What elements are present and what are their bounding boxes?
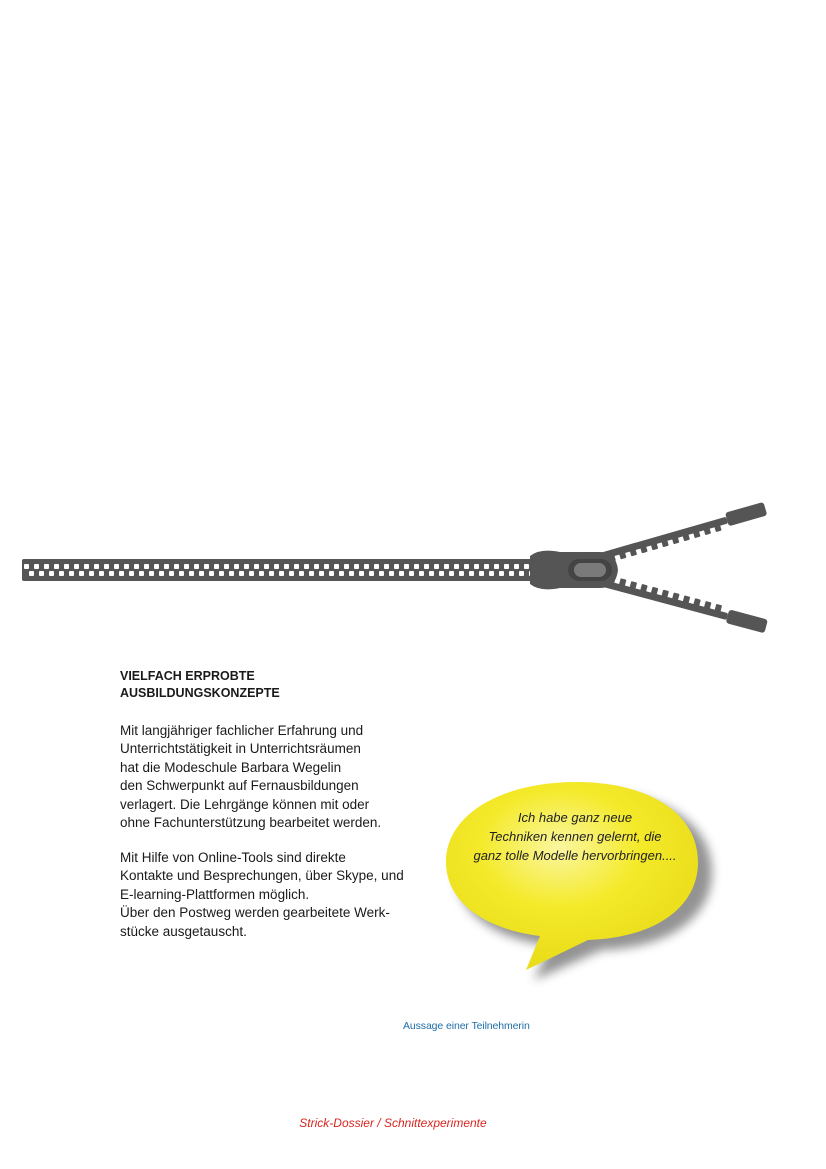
paragraph-line: ohne Fachunterstützung bearbeitet werden. bbox=[120, 815, 382, 831]
zipper-tooth bbox=[439, 571, 444, 576]
zipper-tooth bbox=[184, 564, 189, 569]
zipper-tooth bbox=[464, 564, 469, 569]
zipper-tooth bbox=[404, 564, 409, 569]
zipper-tooth bbox=[109, 571, 114, 576]
zipper-tooth bbox=[194, 564, 199, 569]
page-footer bbox=[0, 1116, 786, 1130]
zipper-tooth bbox=[449, 571, 454, 576]
zipper-tooth bbox=[524, 564, 529, 569]
zipper-tooth bbox=[329, 571, 334, 576]
zipper-tooth bbox=[169, 571, 174, 576]
zipper-tooth bbox=[209, 571, 214, 576]
quote-line: ganz tolle Modelle hervorbringen.... bbox=[473, 848, 677, 863]
zipper-tooth bbox=[114, 564, 119, 569]
zipper-tooth bbox=[74, 564, 79, 569]
zipper-tooth bbox=[119, 571, 124, 576]
zipper-tooth bbox=[174, 564, 179, 569]
zipper-tooth bbox=[479, 571, 484, 576]
intro-paragraph bbox=[120, 722, 440, 832]
zipper-tooth bbox=[429, 571, 434, 576]
zipper-tooth bbox=[349, 571, 354, 576]
zipper-tooth bbox=[229, 571, 234, 576]
zipper-tooth bbox=[34, 564, 39, 569]
zipper-tooth bbox=[59, 571, 64, 576]
zipper-tooth bbox=[139, 571, 144, 576]
zipper-tooth bbox=[469, 571, 474, 576]
zipper-tooth bbox=[444, 564, 449, 569]
zipper-icon bbox=[0, 500, 826, 640]
zipper-tooth bbox=[504, 564, 509, 569]
quote-line: Ich habe ganz neue bbox=[517, 810, 633, 825]
paragraph-line: E-learning-Plattformen möglich. bbox=[120, 886, 310, 902]
zipper-tooth bbox=[284, 564, 289, 569]
zipper-tooth bbox=[264, 564, 269, 569]
zipper-tooth bbox=[334, 564, 339, 569]
paragraph-line: stücke ausgetauscht. bbox=[120, 923, 247, 939]
paragraph-line: Mit Hilfe von Online-Tools sind direkte bbox=[120, 850, 346, 865]
zipper-tooth bbox=[459, 571, 464, 576]
zipper-tooth bbox=[514, 564, 519, 569]
zipper-tooth bbox=[239, 571, 244, 576]
zipper-tooth bbox=[124, 564, 129, 569]
zipper-tooth bbox=[94, 564, 99, 569]
zipper-tooth bbox=[24, 564, 29, 569]
zipper-tooth bbox=[219, 571, 224, 576]
zipper-tooth bbox=[179, 571, 184, 576]
zipper-tooth bbox=[304, 564, 309, 569]
zipper-tooth bbox=[319, 571, 324, 576]
zipper-tooth bbox=[434, 564, 439, 569]
zipper-tooth bbox=[164, 564, 169, 569]
tools-paragraph bbox=[120, 849, 440, 941]
paragraph-line: Mit langjähriger fachlicher Erfahrung und bbox=[120, 723, 364, 738]
zipper-tooth bbox=[224, 564, 229, 569]
zipper-tooth bbox=[359, 571, 364, 576]
zipper-tooth bbox=[369, 571, 374, 576]
zipper-tooth bbox=[419, 571, 424, 576]
zipper-tooth bbox=[661, 590, 669, 598]
zipper-tooth bbox=[384, 564, 389, 569]
section-title-line: AUSBILDUNGSKONZEPTE bbox=[120, 686, 280, 700]
paragraph-line: hat die Modeschule Barbara Wegelin bbox=[120, 759, 342, 775]
zipper-tooth bbox=[49, 571, 54, 576]
zipper-tooth bbox=[29, 571, 34, 576]
zipper-tooth bbox=[339, 571, 344, 576]
zipper-tooth bbox=[389, 571, 394, 576]
zipper-tooth bbox=[44, 564, 49, 569]
zipper-tooth bbox=[394, 564, 399, 569]
zipper-tooth bbox=[519, 571, 524, 576]
zipper-tooth bbox=[379, 571, 384, 576]
zipper-tooth bbox=[474, 564, 479, 569]
zipper-tooth bbox=[354, 564, 359, 569]
zipper-tooth bbox=[274, 564, 279, 569]
zipper-tooth bbox=[324, 564, 329, 569]
paragraph-line: Über den Postweg werden gearbeitete Werk- bbox=[120, 905, 390, 921]
zipper-tooth bbox=[134, 564, 139, 569]
zipper-tooth bbox=[454, 564, 459, 569]
zipper-tooth bbox=[39, 571, 44, 576]
zipper-tooth bbox=[364, 564, 369, 569]
zipper-tooth bbox=[279, 571, 284, 576]
zipper-tooth bbox=[299, 571, 304, 576]
zipper-tooth bbox=[484, 564, 489, 569]
zipper-tooth bbox=[309, 571, 314, 576]
zipper-tooth bbox=[409, 571, 414, 576]
zipper-tooth bbox=[509, 571, 514, 576]
zipper-tooth bbox=[159, 571, 164, 576]
quote-caption: Aussage einer Teilnehmerin bbox=[403, 1020, 530, 1032]
zipper-tooth bbox=[244, 564, 249, 569]
zipper-tooth bbox=[99, 571, 104, 576]
paragraph-line: den Schwerpunkt auf Fernausbildungen bbox=[120, 778, 359, 794]
paragraph-line: Unterrichtstätigkeit in Unterrichtsräumen bbox=[120, 741, 361, 757]
paragraph-line: Kontakte und Besprechungen, über Skype, und bbox=[120, 868, 404, 884]
zipper-tooth bbox=[424, 564, 429, 569]
zipper-tooth bbox=[714, 604, 722, 612]
zipper-tooth bbox=[204, 564, 209, 569]
section-title-line: VIELFACH ERPROBTE bbox=[120, 669, 255, 683]
speech-bubble bbox=[442, 780, 722, 990]
zipper-tooth bbox=[234, 564, 239, 569]
zipper-tooth bbox=[69, 571, 74, 576]
zipper-tooth bbox=[144, 564, 149, 569]
zipper-tooth bbox=[414, 564, 419, 569]
paragraph-line: verlagert. Die Lehrgänge können mit oder bbox=[120, 796, 370, 812]
zipper-tooth bbox=[79, 571, 84, 576]
zipper-tooth bbox=[254, 564, 259, 569]
zipper-tooth bbox=[269, 571, 274, 576]
quote-line: Techniken kennen gelernt, die bbox=[488, 829, 662, 844]
zipper-tooth bbox=[489, 571, 494, 576]
zipper-tooth bbox=[189, 571, 194, 576]
testimonial-quote bbox=[450, 808, 700, 865]
zipper-tooth bbox=[104, 564, 109, 569]
zipper-tooth bbox=[289, 571, 294, 576]
zipper-tooth bbox=[249, 571, 254, 576]
zipper-tooth bbox=[344, 564, 349, 569]
zipper-tooth bbox=[89, 571, 94, 576]
zipper-tooth bbox=[129, 571, 134, 576]
footer-text: Strick-Dossier / Schnittexperimente bbox=[299, 1116, 487, 1130]
zipper-tooth bbox=[259, 571, 264, 576]
zipper-tooth bbox=[149, 571, 154, 576]
zipper-tooth bbox=[494, 564, 499, 569]
zipper-tooth bbox=[84, 564, 89, 569]
zipper-tooth bbox=[374, 564, 379, 569]
zipper-tooth bbox=[199, 571, 204, 576]
zipper-tooth bbox=[499, 571, 504, 576]
zipper-tooth bbox=[54, 564, 59, 569]
zipper-tooth bbox=[154, 564, 159, 569]
zipper-tooth bbox=[314, 564, 319, 569]
zipper-tooth bbox=[294, 564, 299, 569]
section-title bbox=[120, 668, 460, 702]
zipper-tooth bbox=[399, 571, 404, 576]
zipper-tooth bbox=[64, 564, 69, 569]
zipper-tooth bbox=[214, 564, 219, 569]
